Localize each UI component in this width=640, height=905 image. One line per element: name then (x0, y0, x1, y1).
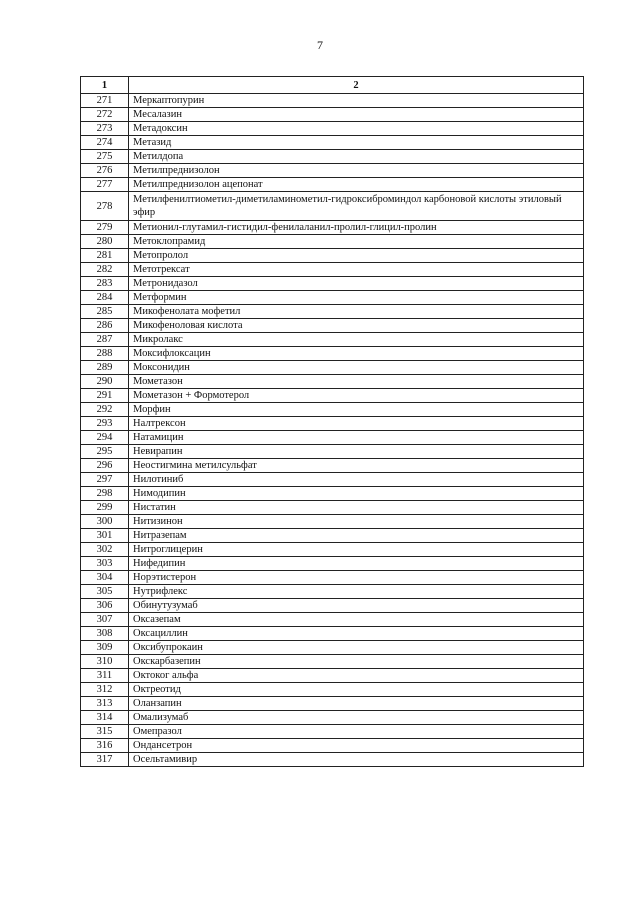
table-row (81, 431, 584, 445)
drug-name: Октоког альфа (129, 669, 584, 683)
drug-name: Меркаптопурин (129, 94, 584, 108)
drug-name: Омепразол (129, 725, 584, 739)
drug-name: Моксонидин (129, 361, 584, 375)
drug-name: Метформин (129, 291, 584, 305)
drug-name: Метотрексат (129, 263, 584, 277)
drug-name: Налтрексон (129, 417, 584, 431)
table-row (81, 178, 584, 192)
row-number: 280 (81, 235, 129, 249)
drug-name: Метронидазол (129, 277, 584, 291)
table-row (81, 697, 584, 711)
drug-name: Норэтистерон (129, 571, 584, 585)
row-number: 292 (81, 403, 129, 417)
row-number: 298 (81, 487, 129, 501)
table-row (81, 515, 584, 529)
row-number: 275 (81, 150, 129, 164)
table-row (81, 291, 584, 305)
row-number: 315 (81, 725, 129, 739)
row-number: 281 (81, 249, 129, 263)
row-number: 297 (81, 473, 129, 487)
drug-name: Нифедипин (129, 557, 584, 571)
drug-name: Омализумаб (129, 711, 584, 725)
drug-name: Невирапин (129, 445, 584, 459)
row-number: 312 (81, 683, 129, 697)
table-row (81, 655, 584, 669)
row-number: 311 (81, 669, 129, 683)
drug-name: Метилпреднизолон (129, 164, 584, 178)
row-number: 287 (81, 333, 129, 347)
drug-name: Нистатин (129, 501, 584, 515)
row-number: 300 (81, 515, 129, 529)
drug-name: Микофенолата мофетил (129, 305, 584, 319)
row-number: 317 (81, 753, 129, 767)
row-number: 301 (81, 529, 129, 543)
table-row (81, 249, 584, 263)
row-number: 290 (81, 375, 129, 389)
drug-name: Оксазепам (129, 613, 584, 627)
row-number: 286 (81, 319, 129, 333)
row-number: 291 (81, 389, 129, 403)
table-row (81, 347, 584, 361)
drug-name: Метилфенилтиометил-диметиламинометил-гидроксиброминдол карбоновой кислоты этиловый эфир (129, 192, 584, 221)
table-row (81, 529, 584, 543)
table-row (81, 136, 584, 150)
drug-name: Микролакс (129, 333, 584, 347)
row-number: 283 (81, 277, 129, 291)
row-number: 314 (81, 711, 129, 725)
drug-name: Мометазон + Формотерол (129, 389, 584, 403)
table-row (81, 753, 584, 767)
row-number: 306 (81, 599, 129, 613)
table-row (81, 277, 584, 291)
drug-name: Метазид (129, 136, 584, 150)
table-row (81, 108, 584, 122)
table-header-row (81, 77, 584, 94)
drug-name: Метилдопа (129, 150, 584, 164)
row-number: 272 (81, 108, 129, 122)
table-row (81, 333, 584, 347)
drug-name: Метопролол (129, 249, 584, 263)
table-row (81, 319, 584, 333)
table-row (81, 445, 584, 459)
table-row (81, 361, 584, 375)
row-number: 313 (81, 697, 129, 711)
drug-registry-table (80, 76, 584, 767)
drug-name: Нитизинон (129, 515, 584, 529)
drug-name: Оланзапин (129, 697, 584, 711)
table-row (81, 389, 584, 403)
row-number: 282 (81, 263, 129, 277)
table-body (81, 94, 584, 767)
row-number: 277 (81, 178, 129, 192)
drug-name: Моксифлоксацин (129, 347, 584, 361)
table-row (81, 683, 584, 697)
table-row (81, 641, 584, 655)
table-row (81, 557, 584, 571)
row-number: 293 (81, 417, 129, 431)
table-row (81, 571, 584, 585)
row-number: 305 (81, 585, 129, 599)
drug-name: Осельтамивир (129, 753, 584, 767)
table-row (81, 501, 584, 515)
row-number: 296 (81, 459, 129, 473)
row-number: 302 (81, 543, 129, 557)
row-number: 308 (81, 627, 129, 641)
table-row (81, 150, 584, 164)
row-number: 289 (81, 361, 129, 375)
row-number: 299 (81, 501, 129, 515)
table-row (81, 375, 584, 389)
drug-name: Оксибупрокаин (129, 641, 584, 655)
drug-name: Мометазон (129, 375, 584, 389)
drug-name: Натамицин (129, 431, 584, 445)
drug-name: Метилпреднизолон ацепонат (129, 178, 584, 192)
table-row (81, 739, 584, 753)
drug-name: Нилотиниб (129, 473, 584, 487)
table-row (81, 403, 584, 417)
drug-name: Метоклопрамид (129, 235, 584, 249)
drug-name: Неостигмина метилсульфат (129, 459, 584, 473)
row-number: 304 (81, 571, 129, 585)
row-number: 295 (81, 445, 129, 459)
column-header-number: 1 (81, 77, 129, 94)
drug-name: Нимодипин (129, 487, 584, 501)
drug-name: Метадоксин (129, 122, 584, 136)
row-number: 294 (81, 431, 129, 445)
row-number: 278 (81, 192, 129, 221)
table-row (81, 543, 584, 557)
drug-name: Ондансетрон (129, 739, 584, 753)
row-number: 274 (81, 136, 129, 150)
drug-name: Оксациллин (129, 627, 584, 641)
row-number: 316 (81, 739, 129, 753)
drug-name: Метионил-глутамил-гистидил-фенилаланил-пролил-глицил-пролин (129, 221, 584, 235)
row-number: 285 (81, 305, 129, 319)
drug-name: Месалазин (129, 108, 584, 122)
drug-name: Обинутузумаб (129, 599, 584, 613)
table-row (81, 459, 584, 473)
table-row (81, 711, 584, 725)
row-number: 309 (81, 641, 129, 655)
row-number: 271 (81, 94, 129, 108)
row-number: 284 (81, 291, 129, 305)
row-number: 273 (81, 122, 129, 136)
drug-name: Окскарбазепин (129, 655, 584, 669)
table-row (81, 487, 584, 501)
drug-name: Микофеноловая кислота (129, 319, 584, 333)
column-header-name: 2 (129, 77, 584, 94)
table-row (81, 585, 584, 599)
row-number: 288 (81, 347, 129, 361)
table-row (81, 599, 584, 613)
table-row (81, 221, 584, 235)
drug-name: Нитроглицерин (129, 543, 584, 557)
table-row (81, 473, 584, 487)
table-row (81, 613, 584, 627)
page-number: 7 (317, 38, 323, 52)
table-row (81, 122, 584, 136)
row-number: 303 (81, 557, 129, 571)
table-row (81, 164, 584, 178)
table-row (81, 94, 584, 108)
drug-name: Октреотид (129, 683, 584, 697)
table-row (81, 627, 584, 641)
drug-name: Нутрифлекс (129, 585, 584, 599)
table-row (81, 305, 584, 319)
table-row (81, 669, 584, 683)
table-row (81, 263, 584, 277)
row-number: 276 (81, 164, 129, 178)
table-row (81, 417, 584, 431)
table-row (81, 235, 584, 249)
table-row (81, 725, 584, 739)
table-row (81, 192, 584, 221)
row-number: 307 (81, 613, 129, 627)
drug-name: Морфин (129, 403, 584, 417)
row-number: 310 (81, 655, 129, 669)
drug-name: Нитразепам (129, 529, 584, 543)
row-number: 279 (81, 221, 129, 235)
